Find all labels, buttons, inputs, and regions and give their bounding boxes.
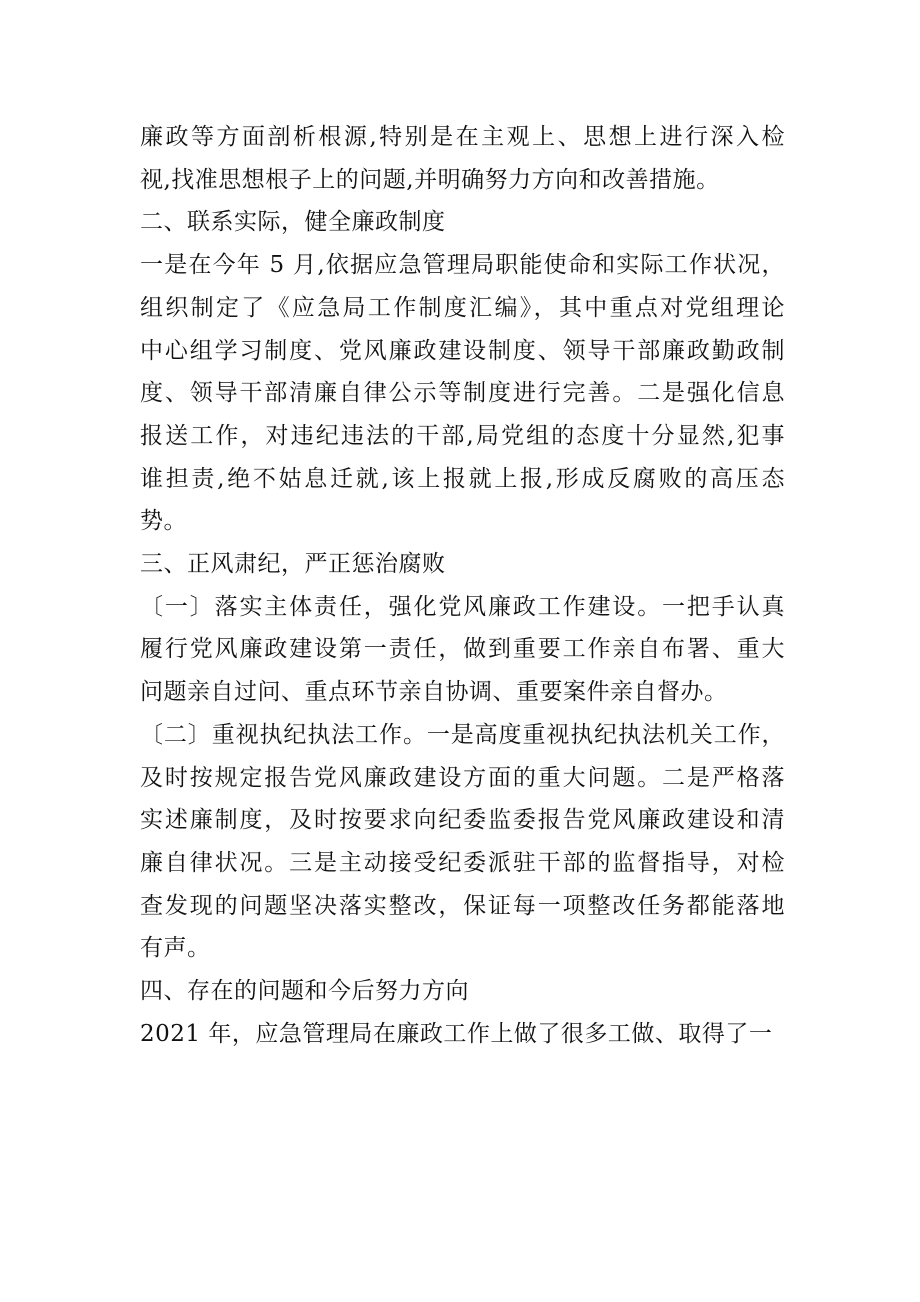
text-line: 三、正风肃纪，严正惩治腐败 [140, 551, 446, 578]
text-line: 谁担责,绝不姑息迁就,该上报就上报,形成反腐败的高压态 [140, 465, 785, 492]
text-line: 势。 [140, 508, 187, 535]
text-line: 二、联系实际，健全廉政制度 [140, 209, 446, 236]
text-line: 廉自律状况。三是主动接受纪委派驻干部的监督指导，对检 [140, 849, 785, 876]
text-line: 履行党风廉政建设第一责任，做到重要工作亲自布署、重大 [140, 636, 785, 663]
paragraph [140, 543, 785, 586]
text-line: 中心组学习制度、党风廉政建设制度、领导干部廉政勤政制 [140, 337, 785, 364]
text-line: 问题亲自过问、重点环节亲自协调、重要案件亲自督办。 [140, 679, 728, 706]
text-line: 及时按规定报告党风廉政建设方面的重大问题。二是严格落 [140, 764, 785, 791]
paragraph [140, 714, 785, 970]
paragraph [140, 970, 785, 1013]
text-line: 查发现的问题坚决落实整改，保证每一项整改任务都能落地 [140, 892, 785, 919]
text-line: 实述廉制度，及时按要求向纪委监委报告党风廉政建设和清 [140, 807, 785, 834]
text-line: 廉政等方面剖析根源,特别是在主观上、思想上进行深入检 [140, 124, 785, 150]
paragraph [140, 244, 785, 543]
text-line: 有声。 [140, 935, 211, 962]
text-line: 报送工作，对违纪违法的干部,局党组的态度十分显然,犯事 [140, 422, 785, 449]
paragraph [140, 201, 785, 244]
text-line: 组织制定了《应急局工作制度汇编》，其中重点对党组理论 [140, 294, 785, 321]
paragraph [140, 116, 785, 201]
paragraph [140, 586, 785, 714]
text-line: 2021 年，应急管理局在廉政工作上做了很多工做、取得了一 [140, 1020, 773, 1047]
text-line: 〔一〕落实主体责任，强化党风廉政工作建设。一把手认真 [140, 593, 785, 620]
paragraph [140, 1013, 785, 1056]
document-body [140, 116, 785, 1055]
text-line: 四、存在的问题和今后努力方向 [140, 978, 469, 1005]
text-line: 度、领导干部清廉自律公示等制度进行完善。二是强化信息 [140, 380, 785, 407]
text-line: 〔二〕重视执纪执法工作。一是高度重视执纪执法机关工作， [140, 721, 785, 748]
text-line: 一是在今年 5 月,依据应急管理局职能使命和实际工作状况， [140, 252, 785, 279]
text-line: 视,找准思想根子上的问题,并明确努力方向和改善措施。 [140, 166, 720, 193]
